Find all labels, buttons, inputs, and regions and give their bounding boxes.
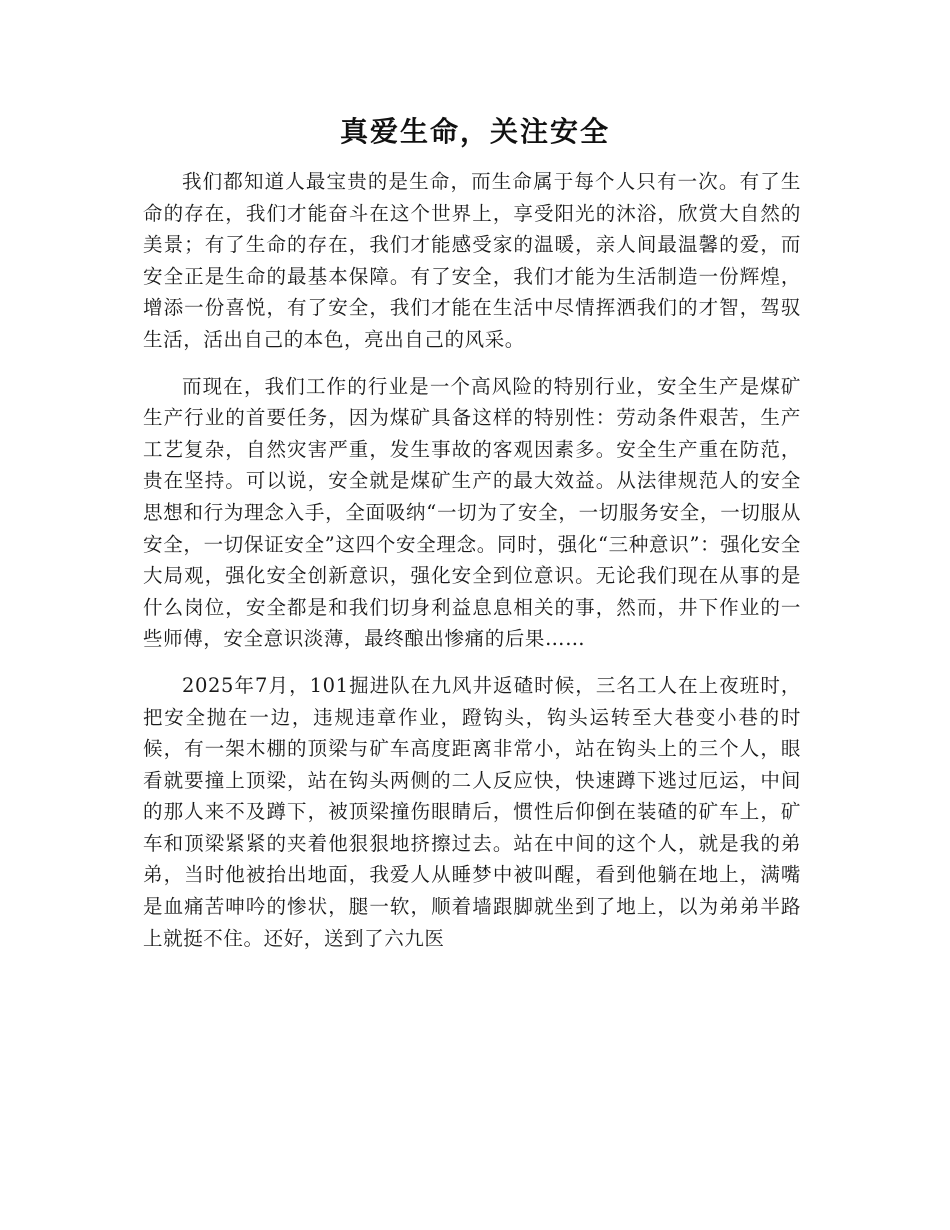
paragraph-2: 而现在，我们工作的行业是一个高风险的特别行业，安全生产是煤矿生产行业的首要任务，因为煤矿具备这样的特别性：劳动条件艰苦，生产工艺复杂，自然灾害严重，发生事故的客观因素多。安全生产重在防范，贵在坚持。可以说，安全就是煤矿生产的最大效益。从法律规范人的安全思想和行为理念入手，全面吸纳“一切为了安全，一切服务安全，一切服从安全，一切保证安全”这四个安全理念。同时，强化“三种意识”：强化安全大局观，强化安全创新意识，强化安全到位意识。无论我们现在从事的是什么岗位，安全都是和我们切身利益息息相关的事，然而，井下作业的一些师傅，安全意识淡薄，最终酿出惨痛的后果…… (143, 374, 801, 651)
paragraph-1: 我们都知道人最宝贵的是生命，而生命属于每个人只有一次。有了生命的存在，我们才能奋斗在这个世界上，享受阳光的沐浴，欣赏大自然的美景；有了生命的存在，我们才能感受家的温暖，亲人间最温馨的爱，而安全正是生命的最基本保障。有了安全，我们才能为生活制造一份辉煌，增添一份喜悦，有了安全，我们才能在生活中尽情挥洒我们的才智，驾驭生活，活出自己的本色，亮出自己的风采。 (143, 170, 801, 351)
paragraph-3: 2025年7月，101掘进队在九风井返碴时候，三名工人在上夜班时，把安全抛在一边，违规违章作业，蹬钩头，钩头运转至大巷变小巷的时候，有一架木棚的顶梁与矿车高度距离非常小，站在钩头上的三个人，眼看就要撞上顶梁，站在钩头两侧的二人反应快，快速蹲下逃过厄运，中间的那人来不及蹲下，被顶梁撞伤眼睛后，惯性后仰倒在装碴的矿车上，矿车和顶梁紧紧的夹着他狠狠地挤擦过去。站在中间的这个人，就是我的弟弟，当时他被抬出地面，我爱人从睡梦中被叫醒，看到他躺在地上，满嘴是血痛苦呻吟的惨状，腿一软，顺着墙跟脚就坐到了地上，以为弟弟半路上就挺不住。还好，送到了六九医 (143, 673, 801, 950)
document-body (143, 166, 801, 969)
document-title: 真爱生命，关注安全 (339, 115, 610, 148)
